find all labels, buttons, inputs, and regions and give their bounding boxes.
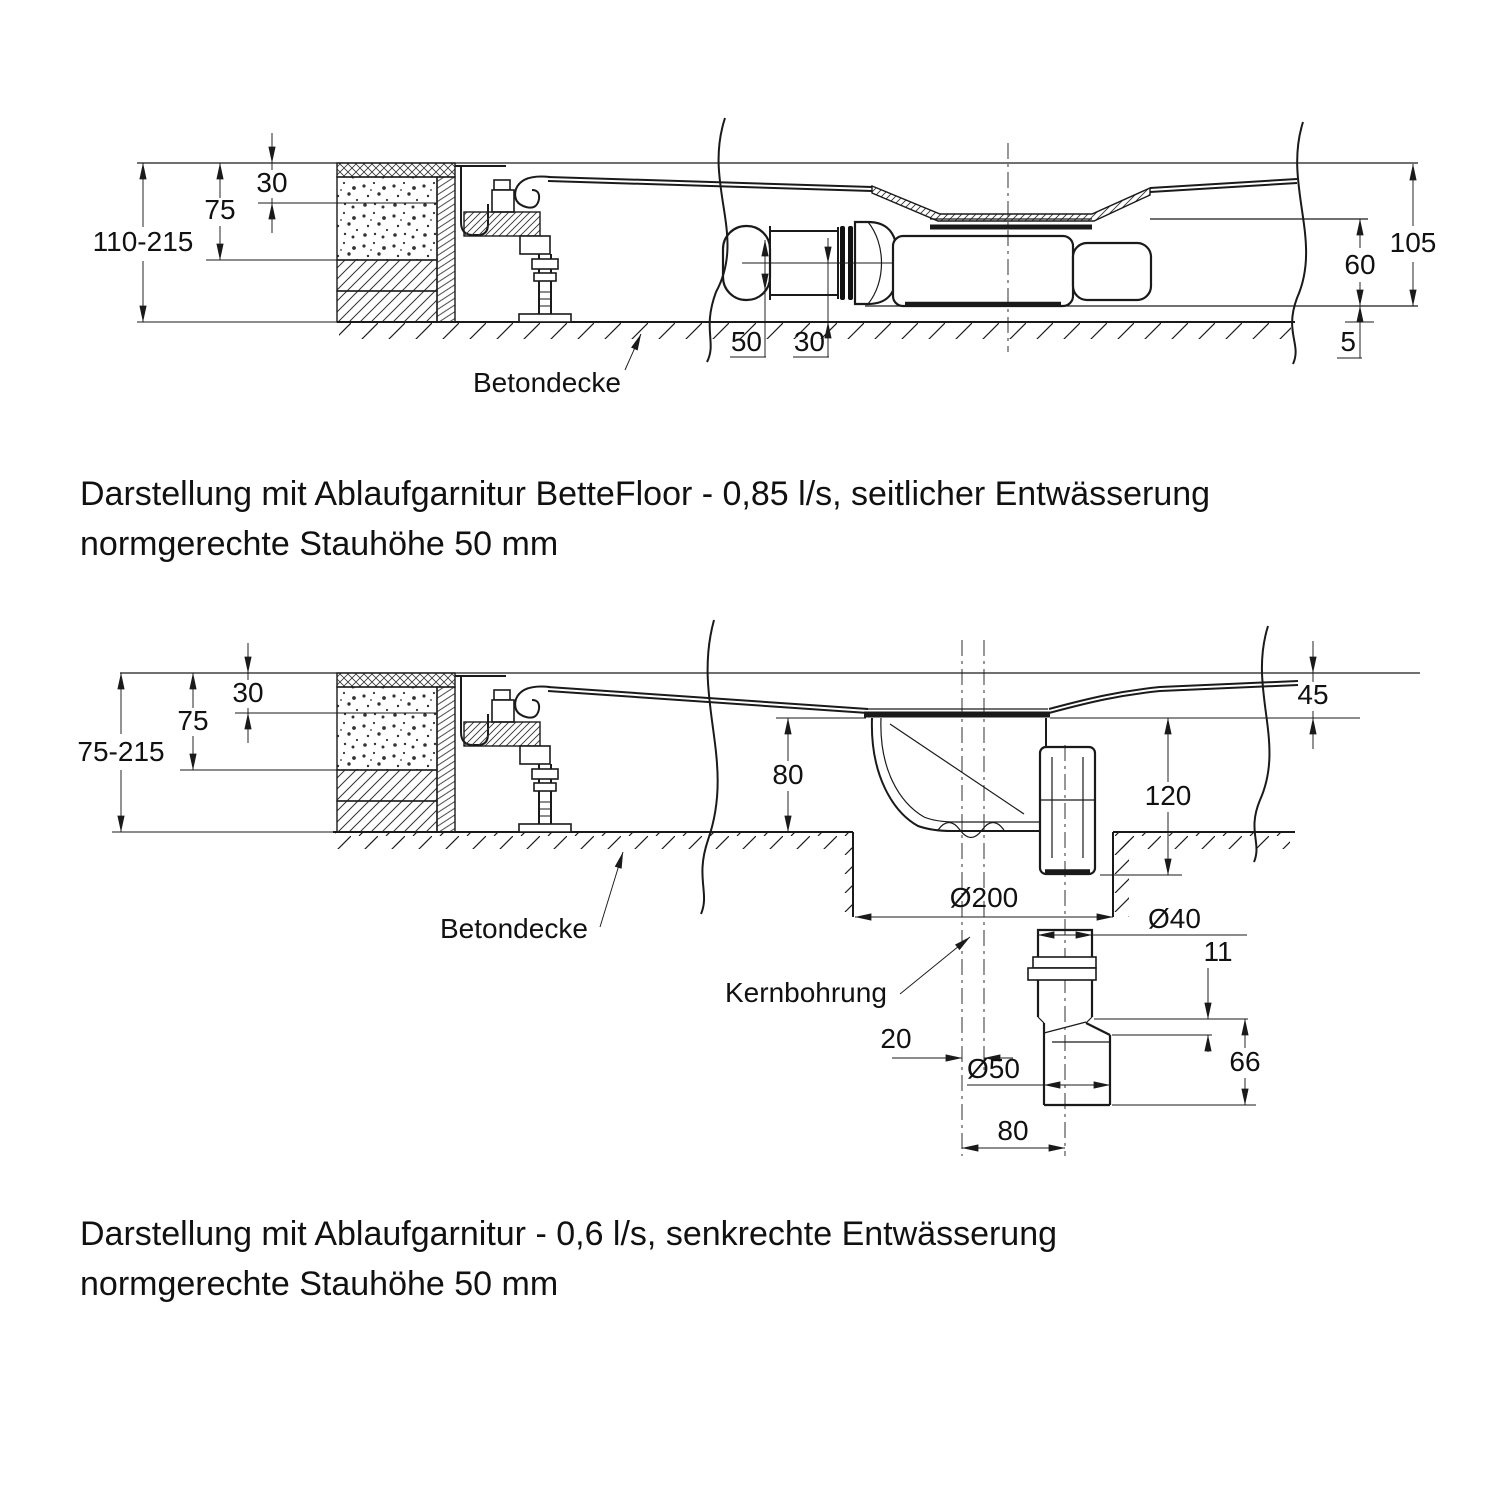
dim-pipe-diameter: 50 <box>730 326 762 357</box>
dim-total-height: 110-215 <box>92 226 194 257</box>
label-betondecke: Betondecke <box>440 913 588 944</box>
dim-fitting-offset: 80 <box>997 1115 1029 1146</box>
recess-wall-hatch <box>1113 836 1129 917</box>
drain-body <box>893 236 1073 306</box>
label-kernbohrung: Kernbohrung <box>725 977 887 1008</box>
dim-pipe50: Ø50 <box>967 1053 1020 1084</box>
dim-tile: 30 <box>256 167 288 198</box>
figure2-caption-line1: Darstellung mit Ablaufgarnitur - 0,6 l/s, senkrechte Entwässerung <box>80 1215 1058 1253</box>
dim-fitting-height: 66 <box>1229 1046 1261 1077</box>
figure1-caption-line2: normgerechte Stauhöhe 50 mm <box>80 525 559 563</box>
dim-core-diameter: Ø200 <box>949 882 1019 913</box>
dim-recess-depth: 120 <box>1144 780 1192 811</box>
dim-screed: 75 <box>177 705 209 736</box>
dim-step-11: 11 <box>1203 936 1233 967</box>
dim-overall: 105 <box>1389 227 1437 258</box>
dim-drain-height: 80 <box>772 759 804 790</box>
dim-under-tray: 60 <box>1344 249 1376 280</box>
drain-chamber <box>1073 243 1151 300</box>
figure2-caption-line2: normgerechte Stauhöhe 50 mm <box>80 1265 559 1303</box>
dim-offset-20: 20 <box>880 1023 912 1054</box>
dim-gap: 5 <box>1340 326 1356 357</box>
dim-pipe40: Ø40 <box>1148 903 1201 934</box>
outlet-elbow <box>1040 747 1095 874</box>
dim-tile: 30 <box>232 677 264 708</box>
label-betondecke: Betondecke <box>473 367 621 398</box>
recess-wall-hatch <box>837 836 853 917</box>
dim-screed: 75 <box>204 194 236 225</box>
dim-rim-height: 45 <box>1297 679 1329 710</box>
fitting-collar <box>1028 968 1096 980</box>
dim-total-height: 75-215 <box>77 736 165 767</box>
dim-pipe-height: 30 <box>793 326 825 357</box>
figure1-caption-line1: Darstellung mit Ablaufgarnitur BetteFloor - 0,85 l/s, seitlicher Entwässerung <box>80 475 1211 513</box>
